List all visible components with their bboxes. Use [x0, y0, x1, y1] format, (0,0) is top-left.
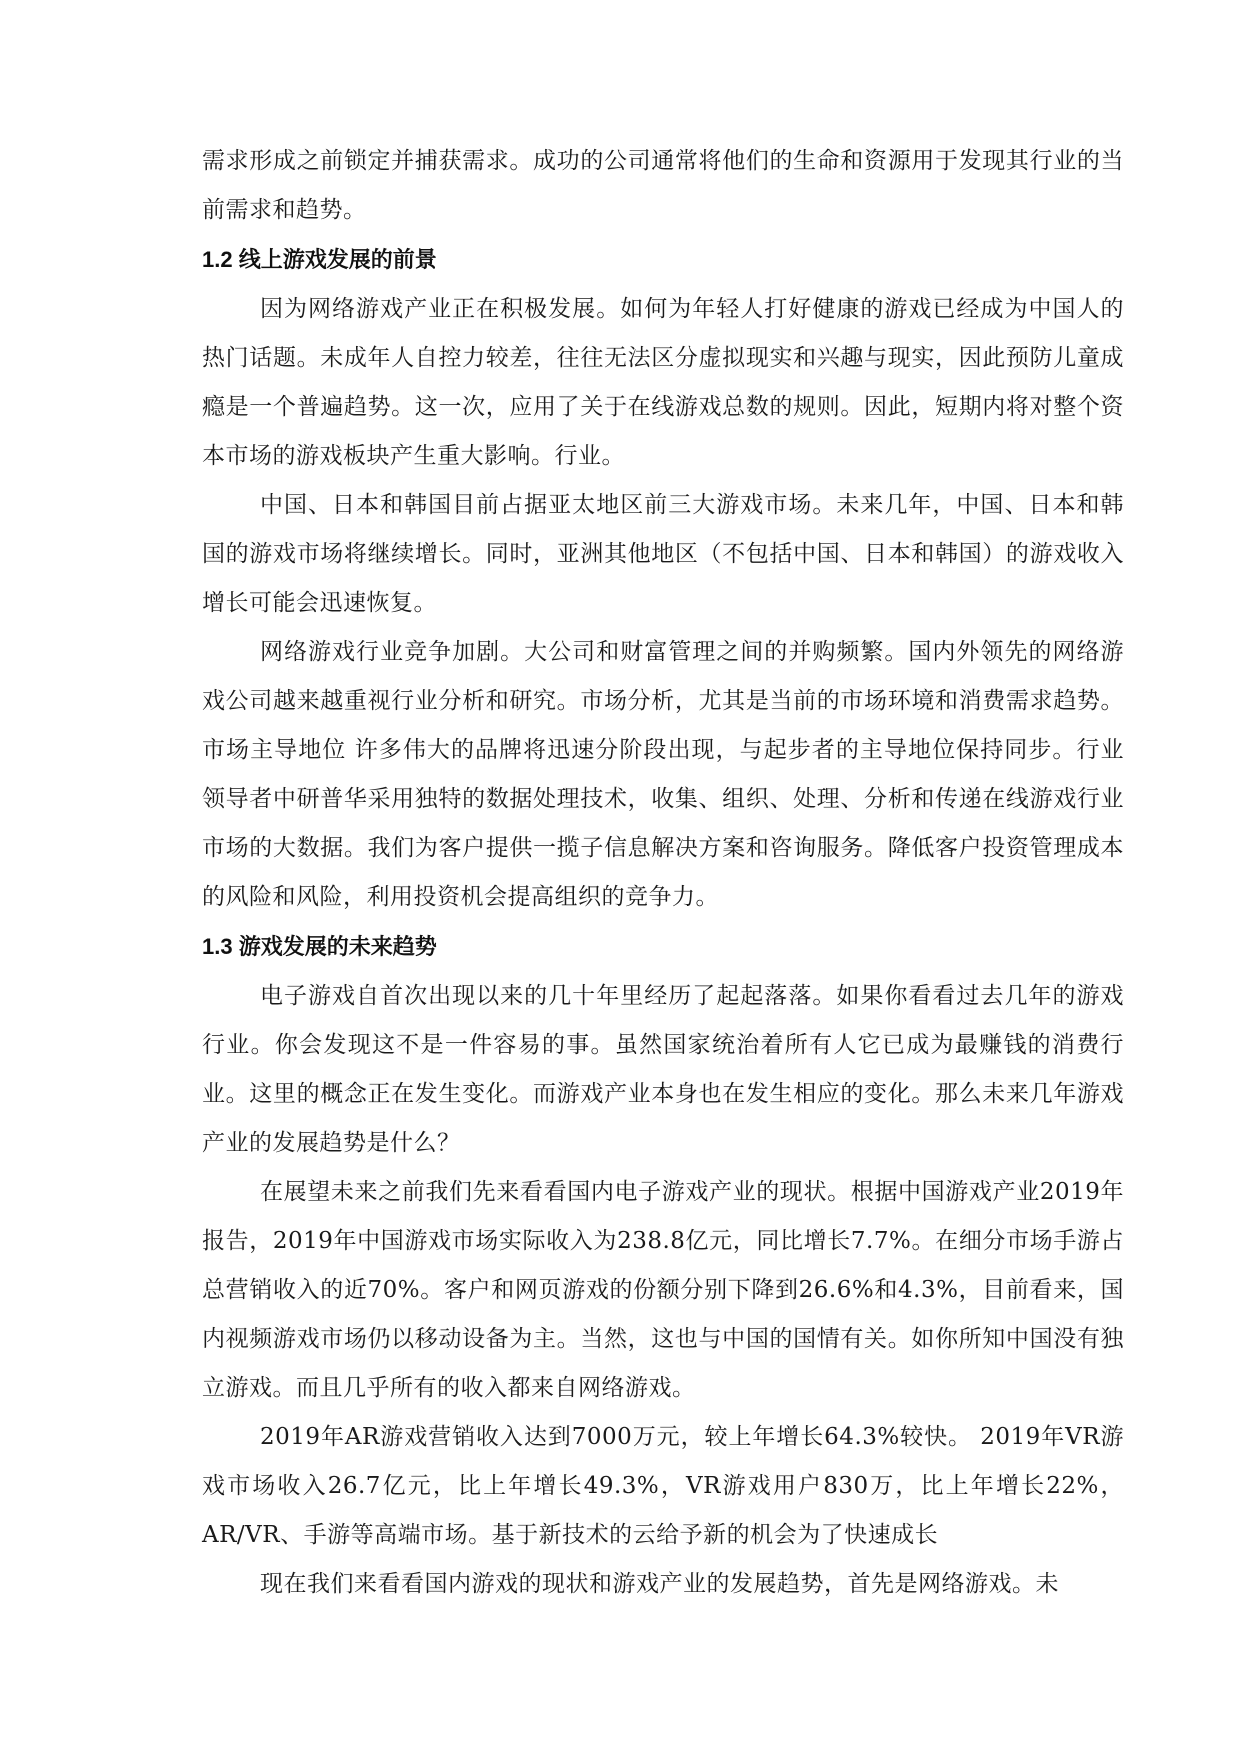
paragraph-ar-vr-revenue: 2019年AR游戏营销收入达到7000万元，较上年增长64.3%较快。 2019年VR游戏市场收入26.7亿元，比上年增长49.3%，VR游戏用户830万，比上年增长22%，AR/VR、手游等高端市场。基于新技术的云给予新的机会为了快速成长 — [202, 1424, 1124, 1548]
paragraph-market-status: 在展望未来之前我们先来看看国内电子游戏产业的现状。根据中国游戏产业2019年报告，2019年中国游戏市场实际收入为238.8亿元，同比增长7.7%。在细分市场手游占总营销收入的近70%。客户和网页游戏的份额分别下降到26.6%和4.3%，目前看来，国内视频游戏市场仍以移动设备为主。当然，这也与中国的国情有关。如你所知中国没有独立游戏。而且几乎所有的收入都来自网络游戏。 — [202, 1179, 1124, 1401]
paragraph-online-game-prospects: 因为网络游戏产业正在积极发展。如何为年轻人打好健康的游戏已经成为中国人的热门话题。未成年人自控力较差，往往无法区分虚拟现实和兴趣与现实，因此预防儿童成瘾是一个普遍趋势。这一次，应用了关于在线游戏总数的规则。因此，短期内将对整个资本市场的游戏板块产生重大影响。行业。 — [202, 296, 1124, 469]
paragraph-industry-competition: 网络游戏行业竞争加剧。大公司和财富管理之间的并购频繁。国内外领先的网络游戏公司越来越重视行业分析和研究。市场分析，尤其是当前的市场环境和消费需求趋势。市场主导地位 许多伟大的品牌将迅速分阶段出现，与起步者的主导地位保持同步。行业领导者中研普华采用独特的数据处理技术，收集、组织、处理、分析和传递在线游戏行业市场的大数据。我们为客户提供一揽子信息解决方案和咨询服务。降低客户投资管理成本的风险和风险，利用投资机会提高组织的竞争力。 — [202, 639, 1124, 910]
section-heading-1-3: 1.3 游戏发展的未来趋势 — [202, 934, 437, 959]
document-content — [202, 137, 1124, 1609]
paragraph-continued: 需求形成之前锁定并捕获需求。成功的公司通常将他们的生命和资源用于发现其行业的当前需求和趋势。 — [202, 148, 1124, 223]
paragraph-asia-markets: 中国、日本和韩国目前占据亚太地区前三大游戏市场。未来几年，中国、日本和韩国的游戏市场将继续增长。同时，亚洲其他地区（不包括中国、日本和韩国）的游戏收入增长可能会迅速恢复。 — [202, 492, 1124, 616]
paragraph-future-trends: 电子游戏自首次出现以来的几十年里经历了起起落落。如果你看看过去几年的游戏行业。你会发现这不是一件容易的事。虽然国家统治着所有人它已成为最赚钱的消费行业。这里的概念正在发生变化。而游戏产业本身也在发生相应的变化。那么未来几年游戏产业的发展趋势是什么？ — [202, 983, 1124, 1156]
section-heading-1-2: 1.2 线上游戏发展的前景 — [202, 247, 437, 272]
paragraph-domestic-status: 现在我们来看看国内游戏的现状和游戏产业的发展趋势，首先是网络游戏。未 — [260, 1571, 1059, 1597]
